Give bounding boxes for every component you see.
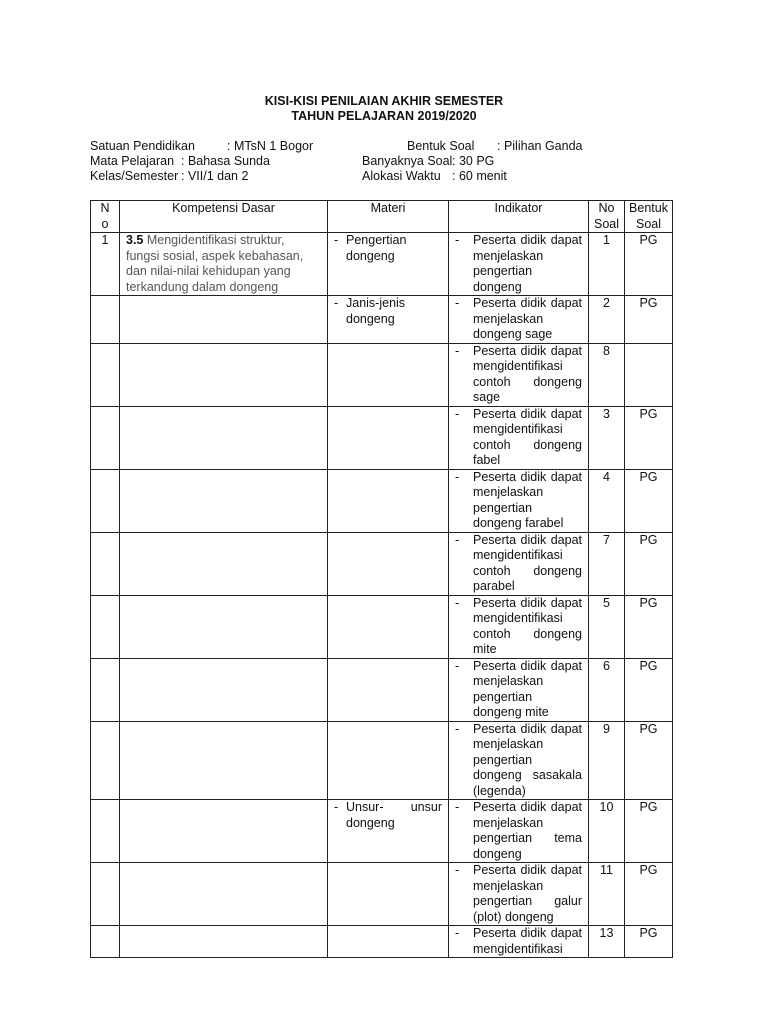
mapel-label: Mata Pelajaran [90,154,175,168]
no-soal-cell: 9 [589,721,625,800]
header-kompetensi-dasar: Kompetensi Dasar [120,201,328,233]
table-row [91,233,673,296]
mapel-value: : Bahasa Sunda [181,154,270,168]
row-number: 1 [91,233,120,296]
header-bentuk-soal: Bentuk Soal [625,201,673,233]
bentuk-label: Bentuk Soal [407,139,475,153]
bentuk-soal-cell: PG [625,532,673,595]
bentuk-soal-cell: PG [625,721,673,800]
indikator-cell: - Peserta didik dapat menjelaskan pengertian dongeng mite [449,658,589,721]
table-row [91,926,673,958]
table-row [91,343,673,406]
indikator-cell: - Peserta didik dapat mengidentifikasi contoh dongeng fabel [449,406,589,469]
bentuk-soal-cell: PG [625,658,673,721]
indikator-cell: - Peserta didik dapat mengidentifikasi contoh dongeng parabel [449,532,589,595]
no-soal-cell: 2 [589,296,625,344]
bentuk-soal-cell: PG [625,926,673,958]
no-soal-cell: 11 [589,863,625,926]
table-row [91,863,673,926]
indikator-cell: - Peserta didik dapat menjelaskan pengertian dongeng sasakala (legenda) [449,721,589,800]
bentuk-soal-cell: PG [625,469,673,532]
no-soal-cell: 1 [589,233,625,296]
materi-cell: - Pengertian dongeng [328,233,449,296]
indikator-cell: - Peserta didik dapat menjelaskan pengertian dongeng farabel [449,469,589,532]
satuan-value: : MTsN 1 Bogor [227,139,314,153]
indikator-cell: - Peserta didik dapat menjelaskan pengertian dongeng [449,233,589,296]
bentuk-soal-cell: PG [625,800,673,863]
kelas-value: : VII/1 dan 2 [181,169,249,183]
kompetensi-dasar-cell [120,233,328,296]
header-indikator: Indikator [449,201,589,233]
bentuk-value: : Pilihan Ganda [497,139,583,153]
no-soal-cell: 5 [589,595,625,658]
alokasi-label: Alokasi Waktu [362,169,441,183]
banyak-value: : 30 PG [452,154,495,168]
bentuk-soal-cell: PG [625,406,673,469]
indikator-cell: - Peserta didik dapat menjelaskan dongeng sage [449,296,589,344]
no-soal-cell: 3 [589,406,625,469]
header-materi: Materi [328,201,449,233]
header-no: N o [91,201,120,233]
table-header-row [91,201,673,233]
no-soal-cell: 7 [589,532,625,595]
table-row [91,658,673,721]
kd-code: 3.5 [126,233,144,247]
banyak-label: Banyaknya Soal [362,154,453,168]
table-row [91,469,673,532]
table-row [91,595,673,658]
indikator-cell: - Peserta didik dapat mengidentifikasi contoh dongeng sage [449,343,589,406]
header-no-soal: No Soal [589,201,625,233]
no-soal-cell: 8 [589,343,625,406]
no-soal-cell: 13 [589,926,625,958]
no-soal-cell: 6 [589,658,625,721]
alokasi-value: : 60 menit [452,169,507,183]
table-row [91,800,673,863]
indikator-cell: - Peserta didik dapat mengidentifikasi [449,926,589,958]
no-soal-cell: 4 [589,469,625,532]
materi-cell: - Unsur- unsur dongeng [328,800,449,863]
kelas-label: Kelas/Semester [90,169,179,183]
table-row [91,532,673,595]
no-soal-cell: 10 [589,800,625,863]
bentuk-soal-cell: PG [625,595,673,658]
table-row [91,406,673,469]
table-row [91,721,673,800]
document-title: KISI-KISI PENILAIAN AKHIR SEMESTER [264,94,504,108]
bentuk-soal-cell: PG [625,296,673,344]
table-row [91,296,673,344]
materi-cell: - Janis-jenis dongeng [328,296,449,344]
satuan-label: Satuan Pendidikan [90,139,195,153]
indikator-cell: - Peserta didik dapat mengidentifikasi contoh dongeng mite [449,595,589,658]
indikator-cell: - Peserta didik dapat menjelaskan pengertian galur (plot) dongeng [449,863,589,926]
bentuk-soal-cell: PG [625,863,673,926]
kisi-kisi-table [90,200,673,958]
bentuk-soal-cell: PG [625,233,673,296]
kd-text: Mengidentifikasi struktur, fungsi sosial, aspek kebahasan, dan nilai-nilai kehidupan yang terkandung dalam dongeng [126,233,304,294]
indikator-cell: - Peserta didik dapat menjelaskan pengertian tema dongeng [449,800,589,863]
bentuk-soal-cell [625,343,673,406]
document-subtitle: TAHUN PELAJARAN 2019/2020 [291,109,477,123]
